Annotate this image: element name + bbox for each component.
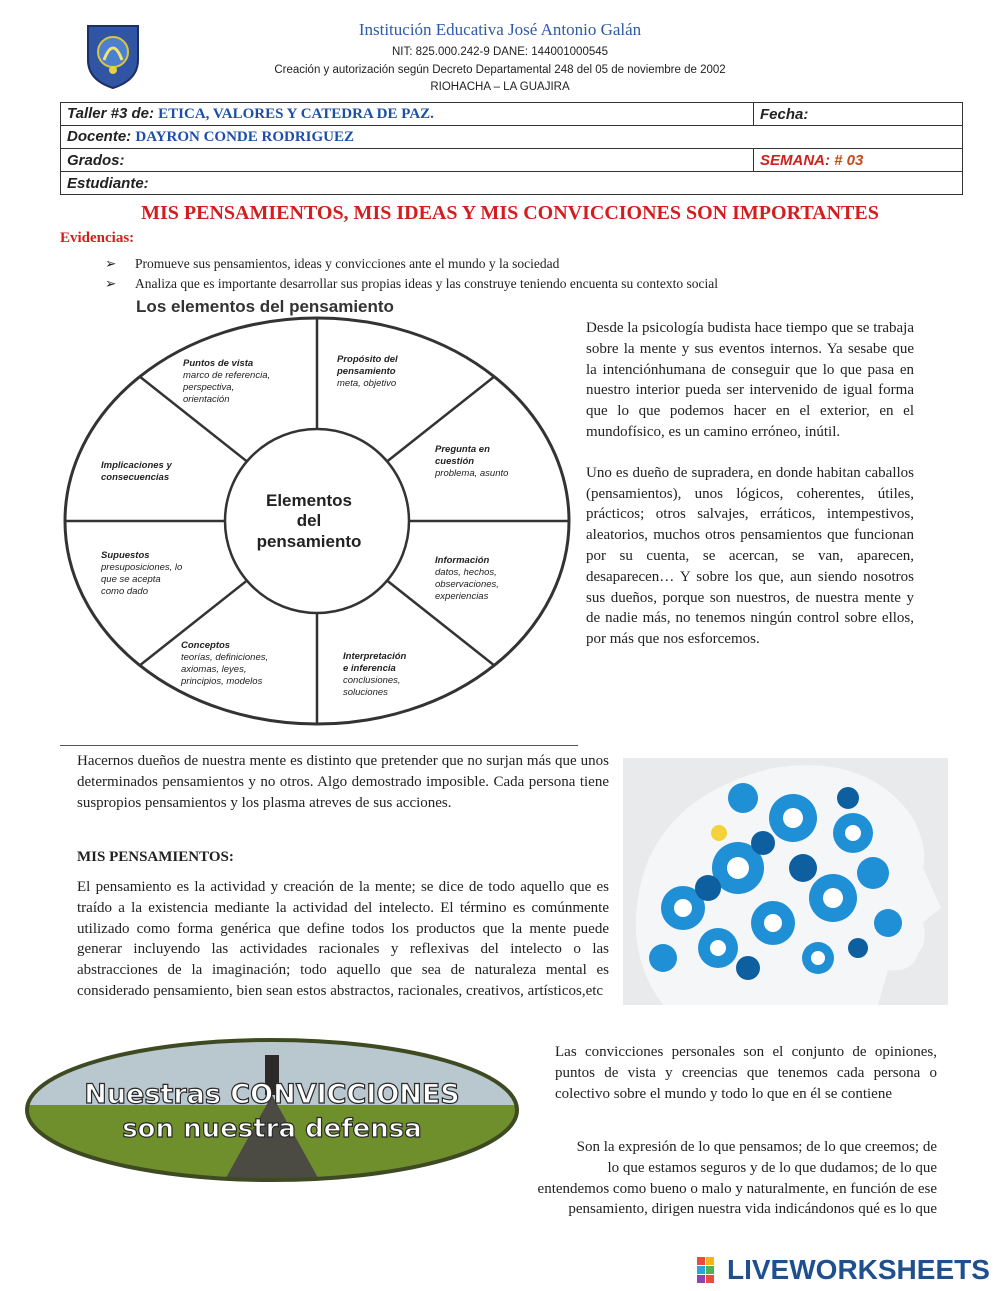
diagram-title: Los elementos del pensamiento [136, 297, 394, 316]
text-column-right [586, 318, 914, 650]
center-label: Elementos [266, 491, 352, 510]
paragraph-pensamiento: El pensamiento es la actividad y creación de la mente; se dice de todo aquello que es traído a la existencia mediante la actividad del intelecto. El término es comúnmente utilizado como forma genérica que define todos los productos que la mente puede generar incluyendo las actividades racionales y reflexivas del intelecto o las abstracciones de la imaginación; todo aquello que sea de naturaleza mental es considerado pensamiento, bien sean estos abstractos, racionales, creativos, artísticos,etc [77, 879, 609, 999]
segment-title: Implicaciones y [101, 460, 172, 471]
segment-sub: axiomas, leyes, [181, 664, 247, 675]
docente-value: DAYRON CONDE RODRIGUEZ [135, 129, 354, 145]
institution-name: Institución Educativa José Antonio Galán [358, 20, 642, 39]
segment-sub: principios, modelos [181, 676, 263, 687]
segment-sub: experiencias [435, 591, 489, 602]
nit-dane: NIT: 825.000.242-9 DANE: 144001000545 [391, 46, 609, 58]
center-label: del [296, 511, 322, 530]
taller-cell [61, 103, 754, 126]
segment-sub: teorías, definiciones, [181, 652, 269, 663]
section-title-mis-pensamientos: MIS PENSAMIENTOS: [77, 849, 234, 865]
fecha-cell[interactable] [754, 103, 963, 126]
segment-sub: que se acepta [101, 574, 161, 585]
grados-cell[interactable] [61, 149, 754, 172]
evidencias-label: Evidencias: [60, 230, 135, 246]
segment-sub: orientación [183, 394, 230, 405]
semana-value: # 03 [834, 151, 864, 169]
paragraph-expresion [420, 1137, 937, 1220]
text-line: lo que estamos seguros y de lo que dudamos; de lo que [607, 1159, 937, 1176]
main-title: MIS PENSAMIENTOS, MIS IDEAS Y MIS CONVICCIONES SON IMPORTANTES [141, 202, 879, 224]
paragraph-convicciones: Las convicciones personales son el conjunto de opiniones, puntos de vista y creencias que tenemos cada persona o colectivo sobre el mundo y todo lo que en él se contiene [555, 1044, 937, 1102]
taller-label: Taller #3 de: [67, 105, 154, 122]
segment-title: Interpretación [343, 651, 407, 662]
segment-title: Puntos de vista [183, 358, 254, 369]
semana-label: SEMANA: [760, 151, 830, 169]
segment-sub: observaciones, [435, 579, 499, 590]
taller-value: ETICA, VALORES Y CATEDRA DE PAZ. [158, 106, 434, 122]
segment-sub: como dado [101, 586, 149, 597]
estudiante-cell[interactable] [61, 172, 963, 195]
paragraph-pradera: Uno es dueño de supradera, en donde habitan caballos (pensamientos), unos lógicos, coherentes, útiles, prácticos; otros salvajes, erráticos, intempestivos, aleatorios, muchos otros pensamientos que funcionan por su cuenta, se acercan, se van, aparecen, desaparecen… Y sobre los que, aun siendo nosotros sus dueños, porque son nuestros, de nuestra mente y de nadie más, no tenemos ningún control sobre ellos, por más que nos esforcemos. [586, 464, 914, 648]
segment-sub: problema, asunto [435, 468, 509, 479]
docente-label: Docente: [67, 128, 132, 145]
segment-sub: perspectiva, [183, 382, 235, 393]
info-table [60, 102, 963, 195]
paragraph-duenos: Hacernos dueños de nuestra mente es distinto que pretender que no surjan más que unos determinados pensamientos y no otros. Algo demostrado imposible. Cada persona tiene suspropios pensamientos y los plasma atreves de sus acciones. [77, 753, 609, 811]
liveworksheets-logo-icon [697, 1257, 723, 1283]
segment-sub: datos, hechos, [435, 567, 497, 578]
segment-title: Propósito del [337, 354, 398, 365]
banner-line2: son nuestra defensa [122, 1114, 422, 1144]
center-label: pensamiento [256, 532, 362, 551]
text-line: Son la expresión de lo que pensamos; de lo que creemos; de [576, 1139, 937, 1155]
segment-title: Conceptos [181, 640, 231, 651]
grados-label: Grados: [67, 151, 125, 169]
thinking-elements-diagram [55, 296, 575, 736]
segment-title: Información [435, 555, 490, 566]
segment-title: e inferencia [343, 663, 396, 674]
semana-cell [754, 149, 963, 172]
segment-sub: meta, objetivo [337, 378, 397, 389]
segment-title: Pregunta en [435, 444, 490, 455]
text-line: pensamiento, dirigen nuestra vida indicándonos qué es lo que [568, 1201, 937, 1218]
docente-cell [61, 126, 963, 149]
estudiante-label: Estudiante: [67, 174, 149, 192]
city-text: RIOHACHA – LA GUAJIRA [430, 81, 570, 93]
text-line: entendemos como bueno o malo y naturalmente, en función de ese [537, 1180, 937, 1197]
segment-title: cuestión [435, 456, 475, 467]
liveworksheets-brand[interactable]: LIVEWORKSHEETS [727, 1254, 990, 1285]
segment-title: Supuestos [101, 550, 150, 561]
segment-sub: presuposiciones, lo [101, 562, 183, 573]
segment-sub: conclusiones, [343, 675, 401, 686]
banner-line1: Nuestras CONVICCIONES [84, 1079, 460, 1110]
segment-sub: soluciones [343, 687, 388, 698]
fecha-label: Fecha: [760, 105, 809, 123]
gears-head-illustration [623, 758, 948, 1005]
decree-text: Creación y autorización según Decreto Departamental 248 del 05 de noviembre de 2002 [274, 64, 726, 76]
segment-title: pensamiento [337, 366, 396, 377]
evidencia-item: ➢ Promueve sus pensamientos, ideas y convicciones ante el mundo y la sociedad [105, 254, 718, 274]
divider-line [60, 745, 578, 746]
evidencia-item: ➢ Analiza que es importante desarrollar sus propias ideas y las construye teniendo encuenta su contexto social [105, 274, 718, 294]
segment-title: consecuencias [101, 472, 170, 483]
evidencias-list [105, 254, 718, 294]
paragraph-buddhist: Desde la psicología budista hace tiempo que se trabaja sobre la mente y sus eventos internos. Ya sesabe que la intenciónhumana de conseguir que lo que pasa en nuestro interior pueda ser intervenido de igual forma que lo que podemos hacer en el exterior, en el mundofísico, es un camino erróneo, inútil. [586, 320, 914, 440]
segment-sub: marco de referencia, [183, 370, 271, 381]
